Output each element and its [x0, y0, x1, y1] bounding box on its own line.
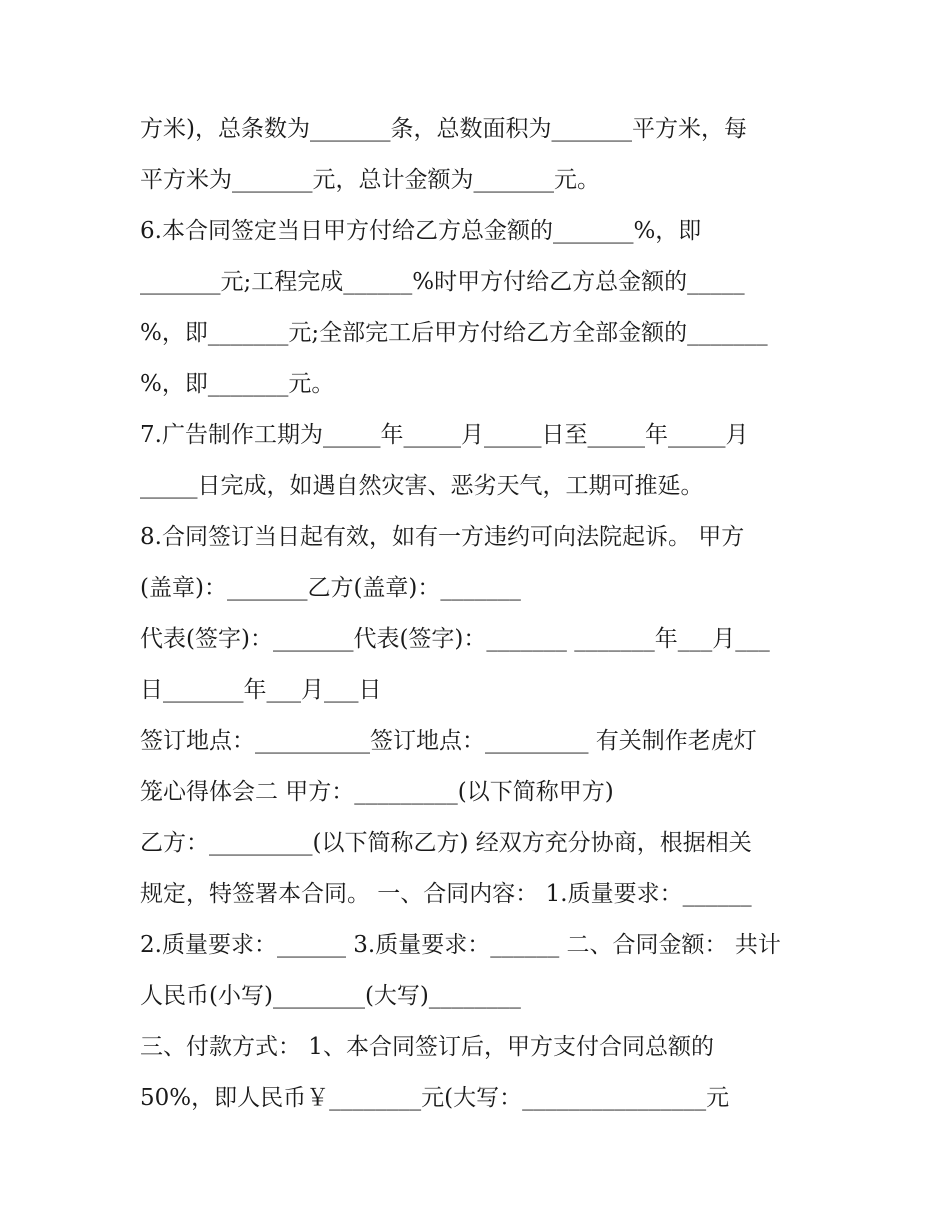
text-line: 人民币(小写)________(大写)________ [140, 983, 521, 1009]
text-line: 签订地点：__________签订地点：_________ 有关制作老虎灯 [140, 728, 757, 754]
text-line: %，即_______元。 [140, 371, 335, 397]
text-line: 笼心得体会二 甲方：_________(以下简称甲方) [140, 779, 614, 805]
contract-text [140, 104, 840, 1124]
text-line: 日_______年___月___日 [140, 677, 382, 703]
text-line: 50%，即人民币￥________元(大写：________________元 [140, 1085, 730, 1111]
text-line: 6.本合同签定当日甲方付给乙方总金额的_______%，即 [140, 218, 702, 244]
text-line: 三、付款方式： 1、本合同签订后，甲方支付合同总额的 [140, 1034, 714, 1060]
text-line: 方米)，总条数为_______条，总数面积为_______平方米，每 [140, 116, 747, 142]
text-line: (盖章)：_______乙方(盖章)：_______ [140, 575, 521, 601]
text-line: 代表(签字)：_______代表(签字)：_______ _______年___月___ [140, 626, 770, 652]
text-line: 规定，特签署本合同。 一、合同内容： 1.质量要求：______ [140, 881, 752, 907]
text-line: _______元;工程完成______%时甲方付给乙方总金额的_____ [140, 269, 745, 295]
text-line: 平方米为_______元，总计金额为_______元。 [140, 167, 600, 193]
text-line: 2.质量要求：______ 3.质量要求：______ 二、合同金额： 共计 [140, 932, 781, 958]
text-line: %，即_______元;全部完工后甲方付给乙方全部金额的_______ [140, 320, 768, 346]
text-line: 乙方：_________(以下简称乙方) 经双方充分协商，根据相关 [140, 830, 752, 856]
text-line: 7.广告制作工期为_____年_____月_____日至_____年_____月 [140, 422, 749, 448]
text-line: 8.合同签订当日起有效，如有一方违约可向法院起诉。 甲方 [140, 524, 745, 550]
text-line: _____日完成，如遇自然灾害、恶劣天气，工期可推延。 [140, 473, 704, 499]
